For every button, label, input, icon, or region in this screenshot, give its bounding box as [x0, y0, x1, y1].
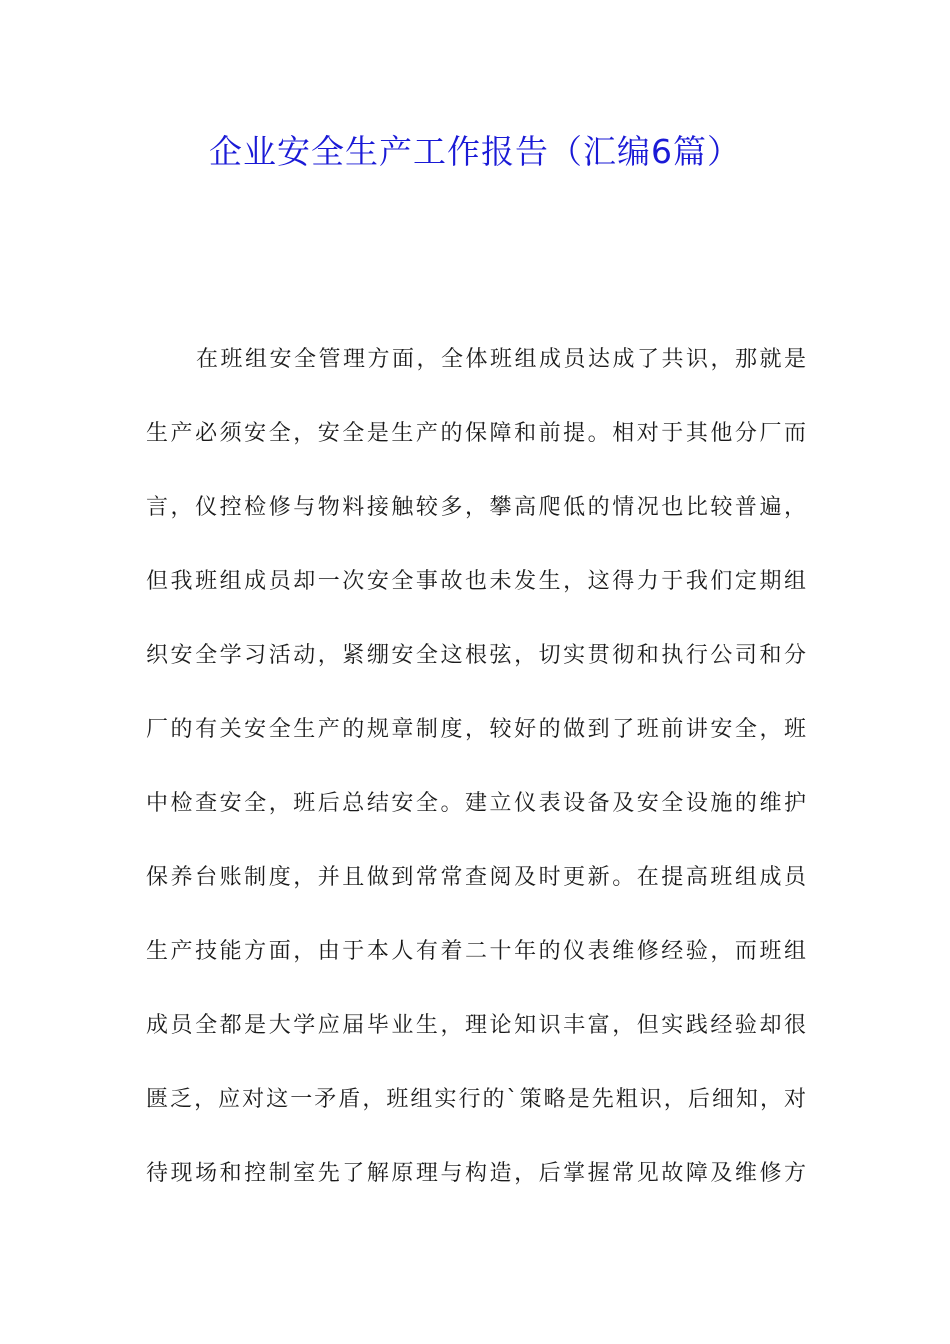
paragraph-line: 在班组安全管理方面，全体班组成员达成了共识，那就是: [196, 347, 806, 372]
document-body: [146, 336, 806, 1224]
paragraph-line: 保养台账制度，并且做到常常查阅及时更新。在提高班组成员: [146, 865, 806, 890]
paragraph-line: 厂的有关安全生产的规章制度，较好的做到了班前讲安全，班: [146, 717, 806, 742]
paragraph-line: 中检查安全，班后总结安全。建立仪表设备及安全设施的维护: [146, 791, 806, 816]
paragraph-line: 生产必须安全，安全是生产的保障和前提。相对于其他分厂而: [146, 421, 806, 446]
paragraph-line: 织安全学习活动，紧绷安全这根弦，切实贯彻和执行公司和分: [146, 643, 806, 668]
paragraph-line: 待现场和控制室先了解原理与构造，后掌握常见故障及维修方: [146, 1161, 806, 1186]
paragraph-line: 成员全都是大学应届毕业生，理论知识丰富，但实践经验却很: [146, 1013, 806, 1038]
paragraph-line: 但我班组成员却一次安全事故也未发生，这得力于我们定期组: [146, 569, 806, 594]
document-title: 企业安全生产工作报告（汇编6篇）: [209, 132, 741, 171]
paragraph-line: 生产技能方面，由于本人有着二十年的仪表维修经验，而班组: [146, 939, 806, 964]
paragraph-line: 言，仪控检修与物料接触较多，攀高爬低的情况也比较普遍，: [146, 495, 806, 520]
paragraph-line: 匮乏，应对这一矛盾，班组实行的`策略是先粗识，后细知，对: [146, 1087, 806, 1112]
